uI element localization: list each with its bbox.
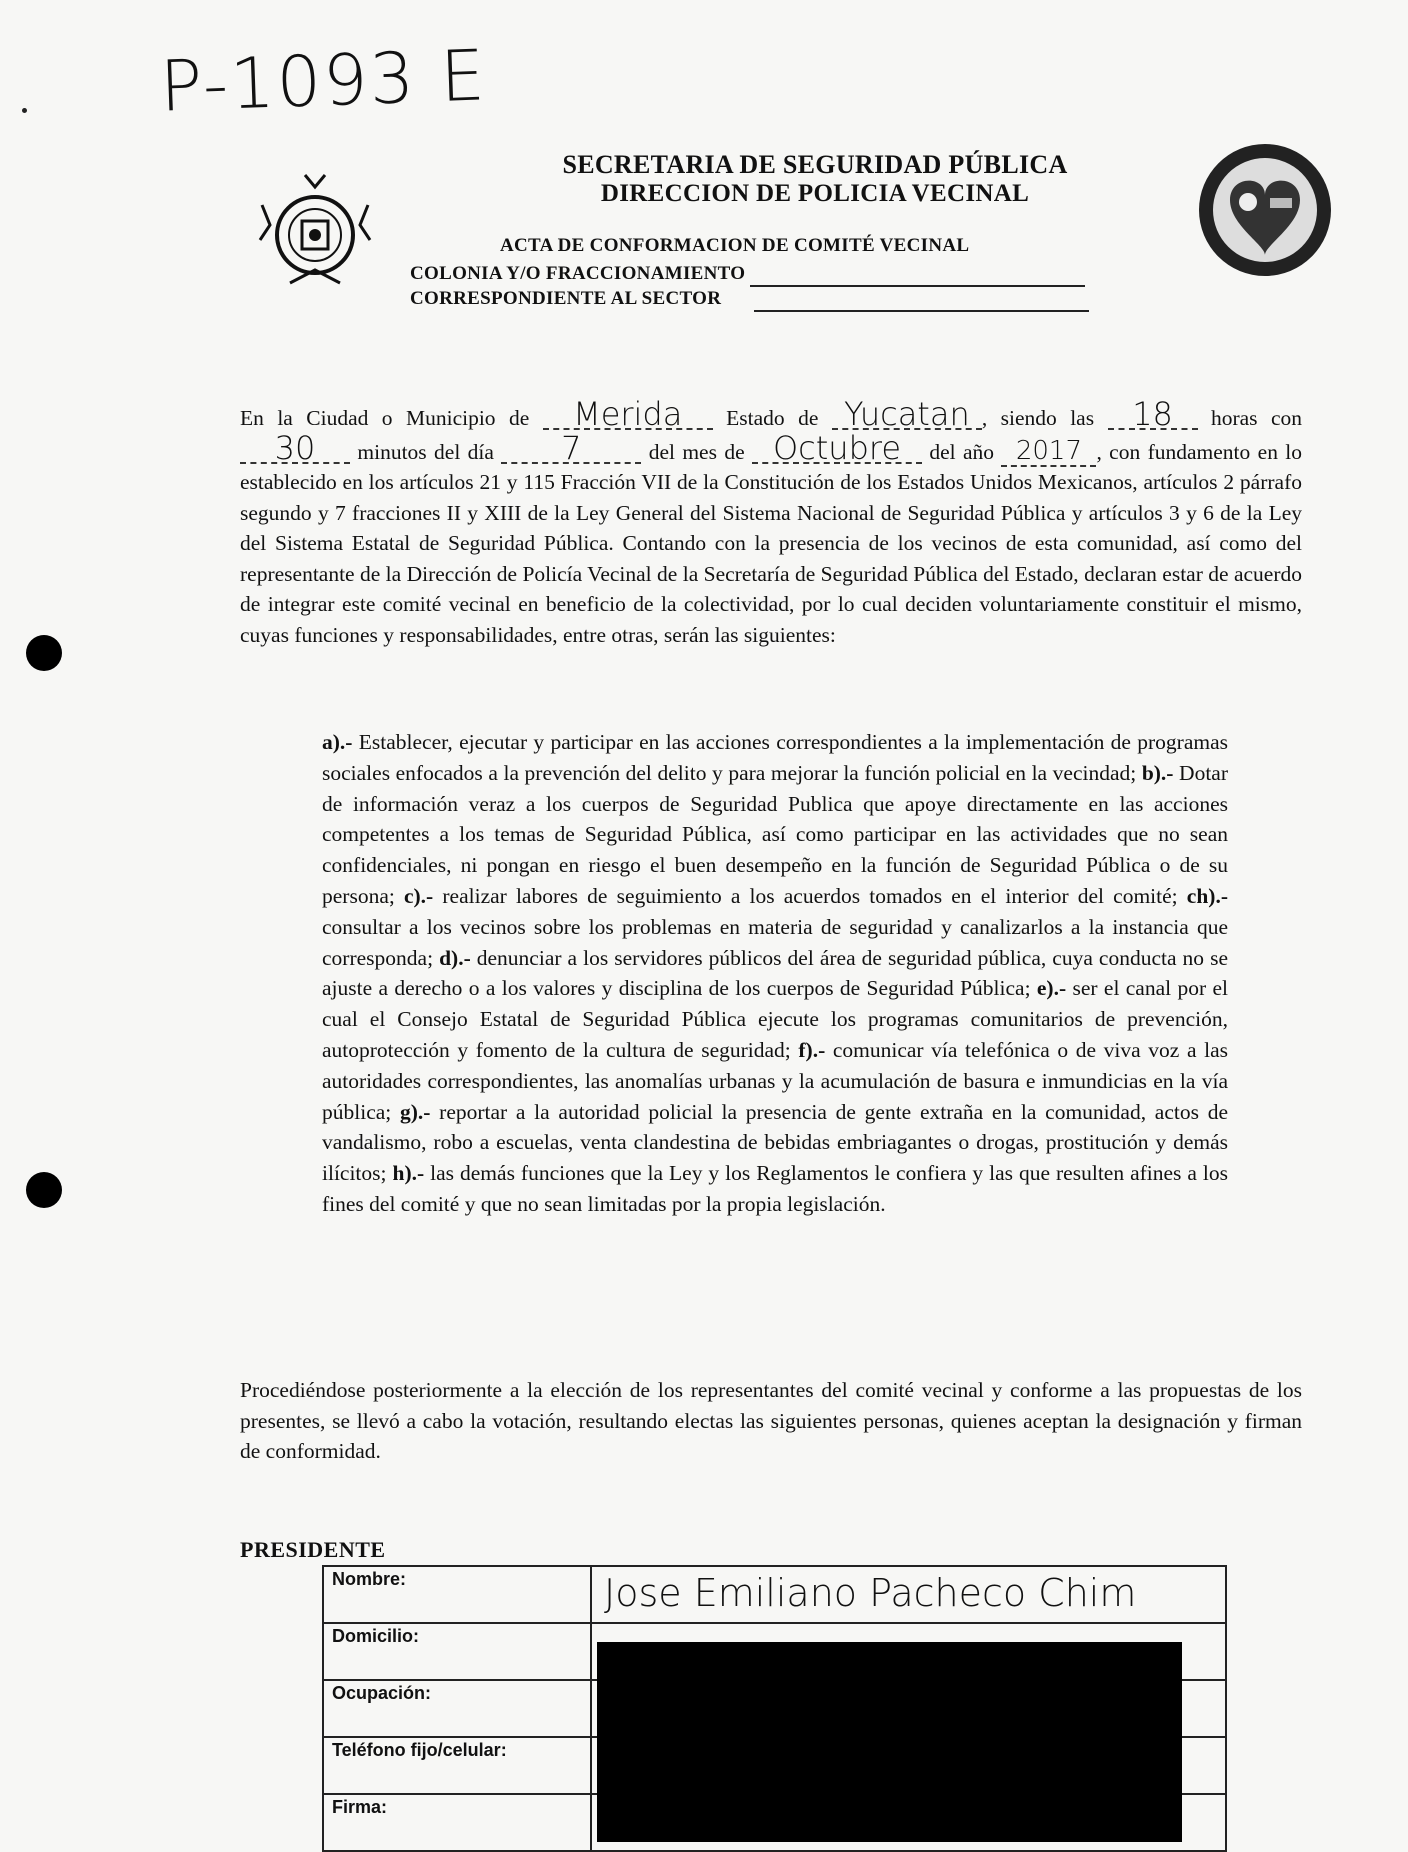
- functions-list: [322, 727, 1228, 1220]
- anio-handwritten: 2017: [1001, 437, 1096, 467]
- punch-hole: [26, 635, 62, 671]
- presidente-title: PRESIDENTE: [240, 1537, 386, 1562]
- function-c-key: c).-: [403, 883, 434, 908]
- acta-title: ACTA DE CONFORMACION DE COMITÉ VECINAL: [500, 235, 970, 256]
- sector-blank: [754, 288, 1089, 312]
- function-ch-text: consultar a los vecinos sobre los problemas en materia de seguridad y canalizarlos a la instancia que corresponda;: [322, 914, 1228, 970]
- dia-handwritten: 7: [501, 434, 641, 464]
- intro-text-1: En la Ciudad o Municipio de: [240, 406, 530, 430]
- telefono-label: Teléfono fijo/celular:: [323, 1737, 591, 1794]
- ocupacion-label: Ocupación:: [323, 1680, 591, 1737]
- function-a-key: a).-: [322, 730, 353, 754]
- function-e-text: ser el canal por el cual el Consejo Estatal de Seguridad Pública ejecute los programas comunitarios de prevención, autoprotección y fomento de la cultura de seguridad;: [322, 976, 1228, 1062]
- sector-label: CORRESPONDIENTE AL SECTOR: [410, 288, 722, 309]
- mes-handwritten: Octubre: [752, 434, 922, 464]
- function-e-key: e).-: [1036, 976, 1067, 1001]
- speck: [22, 108, 27, 113]
- colonia-blank: [750, 263, 1085, 287]
- election-paragraph: Procediéndose posteriormente a la elección de los representantes del comité vecinal y conforme a las propuestas de los presentes, se llevó a cabo la votación, resultando electas las siguientes personas, quienes aceptan la designación y firman de conformidad.: [240, 1378, 1302, 1463]
- function-f-key: f).-: [798, 1037, 826, 1062]
- intro-text-5: minutos del día: [357, 439, 494, 464]
- function-f-text: comunicar vía telefónica o de viva voz a las autoridades correspondientes, las anomalías urbanas y la acumulación de basura e inmundicias en la vía pública;: [322, 1037, 1228, 1124]
- function-ch-key: ch).-: [1186, 883, 1228, 908]
- colonia-label: COLONIA Y/O FRACCIONAMIENTO: [410, 263, 746, 284]
- function-d-text: denunciar a los servidores públicos del área de seguridad pública, cuya conducta no se ajuste a derecho o a los valores y disciplina de los cuerpos de Seguridad Pública;: [322, 945, 1228, 1001]
- intro-text-8: , con fundamento en lo establecido en los artículos 21 y 115 Fracción VII de la Constitución de los Estados Unidos Mexicanos, artículos 2 párrafo segundo y 7 fracciones II y XIII de la Ley General del Sistema Nacional de Seguridad Pública y artículos 3 y 6 de la Ley del Sistema Estatal de Seguridad Pública. Contando con la presencia de los vecinos de esta comunidad, así como del representante de la Dirección de Policía Vecinal de la Secretaría de Seguridad Pública del Estado, declaran estar de acuerdo de integrar este comité vecinal en beneficio de la colectividad, por lo cual deciden voluntariamente constituir el mismo, cuyas funciones y responsabilidades, entre otras, serán las siguientes:: [240, 439, 1303, 647]
- intro-text-7: del año: [929, 439, 995, 464]
- nombre-label: Nombre:: [323, 1566, 591, 1623]
- function-b-text: Dotar de información veraz a los cuerpos de Seguridad Publica que apoye directamente en las acciones competentes a los temas de Seguridad Pública, así como participar en las actividades que no sean confidenciales, ni pongan en riesgo el buen desempeño en la función de Seguridad Pública o de su persona;: [322, 760, 1228, 908]
- minutos-handwritten: 30: [240, 434, 350, 464]
- intro-text-4: horas con: [1210, 406, 1303, 430]
- function-b-key: b).-: [1141, 760, 1174, 785]
- function-h-text: las demás funciones que la Ley y los Reglamentos le confiera y las que resulten afines a los fines del comité y que no sean limitadas por la propia legislación.: [322, 1161, 1229, 1216]
- municipio-handwritten: Merida: [543, 400, 713, 430]
- government-seal-logo: [250, 165, 380, 295]
- horas-handwritten: 18: [1108, 400, 1198, 430]
- nombre-handwritten: Jose Emiliano Pacheco Chim: [604, 1571, 1137, 1615]
- handwritten-folio: P-1093 E: [158, 34, 488, 128]
- policia-vecinal-logo: [1190, 140, 1340, 280]
- intro-paragraph: [240, 395, 1303, 650]
- document-header: [420, 150, 1210, 208]
- header-line-2: DIRECCION DE POLICIA VECINAL: [600, 180, 1030, 207]
- estado-handwritten: Yucatan: [832, 400, 982, 430]
- sector-row: [410, 288, 1089, 312]
- intro-text-6: del mes de: [648, 439, 745, 464]
- function-g-key: g).-: [399, 1099, 431, 1124]
- intro-text-2: Estado de: [726, 406, 819, 430]
- function-c-text: realizar labores de seguimiento a los acuerdos tomados en el interior del comité;: [433, 883, 1187, 908]
- function-a-text: Establecer, ejecutar y participar en las acciones correspondientes a la implementación de programas sociales enfocados a la prevención del delito y para mejorar la función policial en la vecindad;: [322, 730, 1228, 785]
- header-line-1: SECRETARIA DE SEGURIDAD PÚBLICA: [562, 150, 1068, 179]
- function-h-key: h).-: [392, 1161, 425, 1186]
- domicilio-label: Domicilio:: [323, 1623, 591, 1680]
- function-g-text: reportar a la autoridad policial la presencia de gente extraña en la comunidad, actos de vandalismo, robo a escuelas, venta clandestina de bebidas embriagantes o drogas, prostitución y demás ilícitos;: [322, 1099, 1228, 1186]
- punch-hole: [26, 1172, 62, 1208]
- redaction-block: [597, 1642, 1182, 1842]
- nombre-value-cell: [591, 1566, 1226, 1623]
- table-row: [323, 1566, 1226, 1623]
- colonia-row: [410, 263, 1085, 287]
- intro-text-3: , siendo las: [981, 406, 1095, 430]
- firma-label: Firma:: [323, 1794, 591, 1851]
- function-d-key: d).-: [439, 945, 471, 970]
